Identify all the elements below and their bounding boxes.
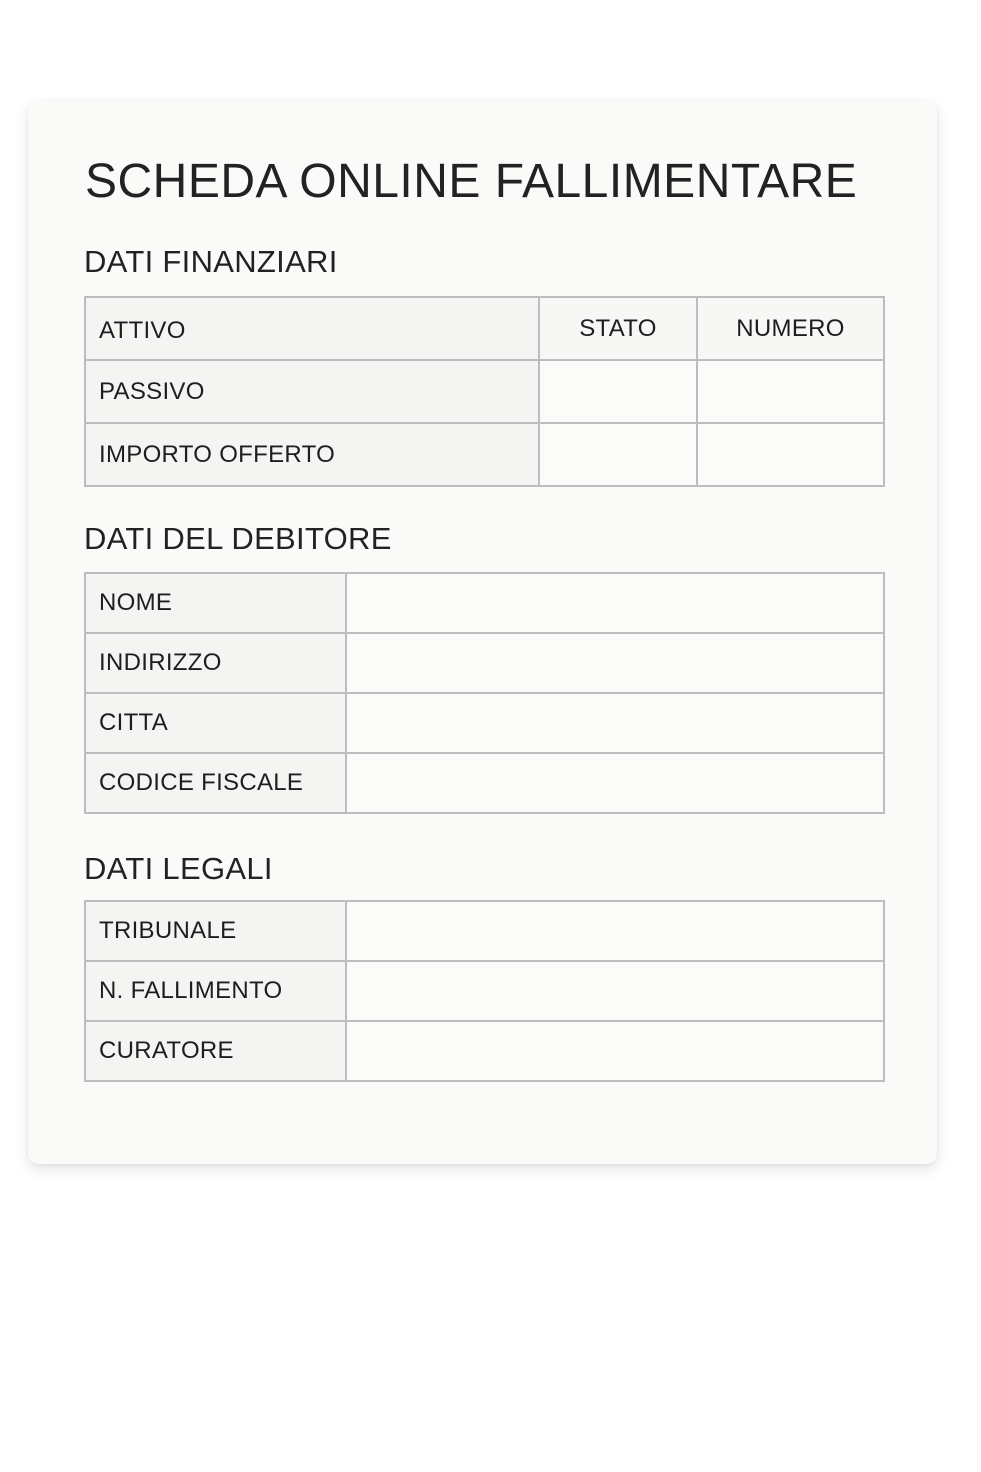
nome-field[interactable] [346,573,884,633]
table-row [85,573,884,633]
row-label-tribunale: TRIBUNALE [85,901,346,961]
table-row [85,360,884,423]
row-label-indirizzo: INDIRIZZO [85,633,346,693]
table-row [85,693,884,753]
table-row [85,901,884,961]
page-title: SCHEDA ONLINE FALLIMENTARE [85,155,858,208]
importo-offerto-numero-field[interactable] [697,423,884,486]
section-title-dati-legali: DATI LEGALI [84,851,273,886]
table-row [85,961,884,1021]
table-row [85,633,884,693]
row-label-nome: NOME [85,573,346,633]
table-row [85,1021,884,1081]
row-label-curatore: CURATORE [85,1021,346,1081]
table-dati-finanziari [84,296,885,487]
row-label-n-fallimento: N. FALLIMENTO [85,961,346,1021]
table-dati-del-debitore [84,572,885,814]
row-label-passivo: PASSIVO [85,360,539,423]
indirizzo-field[interactable] [346,633,884,693]
citta-field[interactable] [346,693,884,753]
passivo-stato-field[interactable] [539,360,697,423]
row-label-citta: CITTA [85,693,346,753]
section-title-dati-finanziari: DATI FINANZIARI [84,244,338,279]
row-label-importo-offerto: IMPORTO OFFERTO [85,423,539,486]
importo-offerto-stato-field[interactable] [539,423,697,486]
section-title-dati-del-debitore: DATI DEL DEBITORE [84,521,392,556]
tribunale-field[interactable] [346,901,884,961]
row-label-codice-fiscale: CODICE FISCALE [85,753,346,813]
curatore-field[interactable] [346,1021,884,1081]
n-fallimento-field[interactable] [346,961,884,1021]
codice-fiscale-field[interactable] [346,753,884,813]
form-card [28,100,937,1164]
table-row [85,753,884,813]
table-dati-legali [84,900,885,1082]
column-header-stato: STATO [539,297,697,360]
table-row [85,423,884,486]
table-row [85,297,884,360]
column-header-numero: NUMERO [697,297,884,360]
passivo-numero-field[interactable] [697,360,884,423]
row-label-attivo: ATTIVO [85,297,539,360]
